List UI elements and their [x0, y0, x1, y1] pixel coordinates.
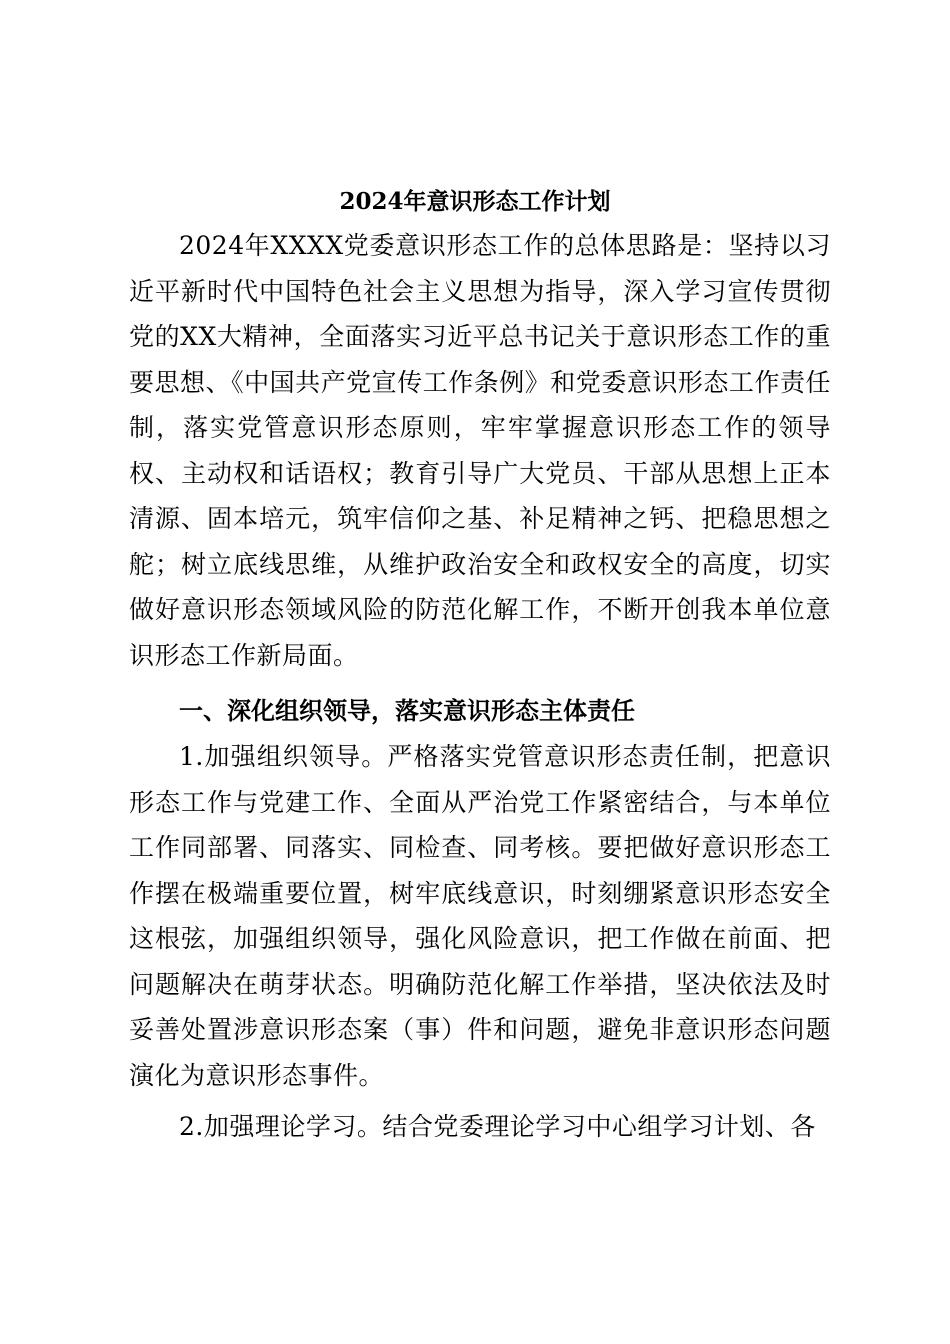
item-paragraph-2: 2.加强理论学习。结合党委理论学习中心组学习计划、各	[179, 1112, 816, 1141]
document-title: 2024年意识形态工作计划	[339, 188, 611, 215]
section-heading: 一、深化组织领导，落实意识形态主体责任	[179, 697, 635, 725]
intro-paragraph: 2024年XXXX党委意识形态工作的总体思路是：坚持以习近平新时代中国特色社会主义思想为指导，深入学习宣传贯彻党的XX大精神，全面落实习近平总书记关于意识形态工作的重要思想、《中国共产党宣传工作条例》和党委意识形态工作责任制，落实党管意识形态原则，牢牢掌握意识形态工作的领导权、主动权和话语权；教育引导广大党员、干部从思想上正本清源、固本培元，筑牢信仰之基、补足精神之钙、把稳思想之舵；树立底线思维，从维护政治安全和政权安全的高度，切实做好意识形态领域风险的防范化解工作，不断开创我本单位意识形态工作新局面。	[129, 231, 831, 670]
item-paragraph-1: 1.加强组织领导。严格落实党管意识形态责任制，把意识形态工作与党建工作、全面从严治党工作紧密结合，与本单位工作同部署、同落实、同检查、同考核。要把做好意识形态工作摆在极端重要位置，树牢底线意识，时刻绷紧意识形态安全这根弦，加强组织领导，强化风险意识，把工作做在前面、把问题解决在萌芽状态。明确防范化解工作举措，坚决依法及时妥善处置涉意识形态案（事）件和问题，避免非意识形态问题演化为意识形态事件。	[129, 742, 831, 1090]
